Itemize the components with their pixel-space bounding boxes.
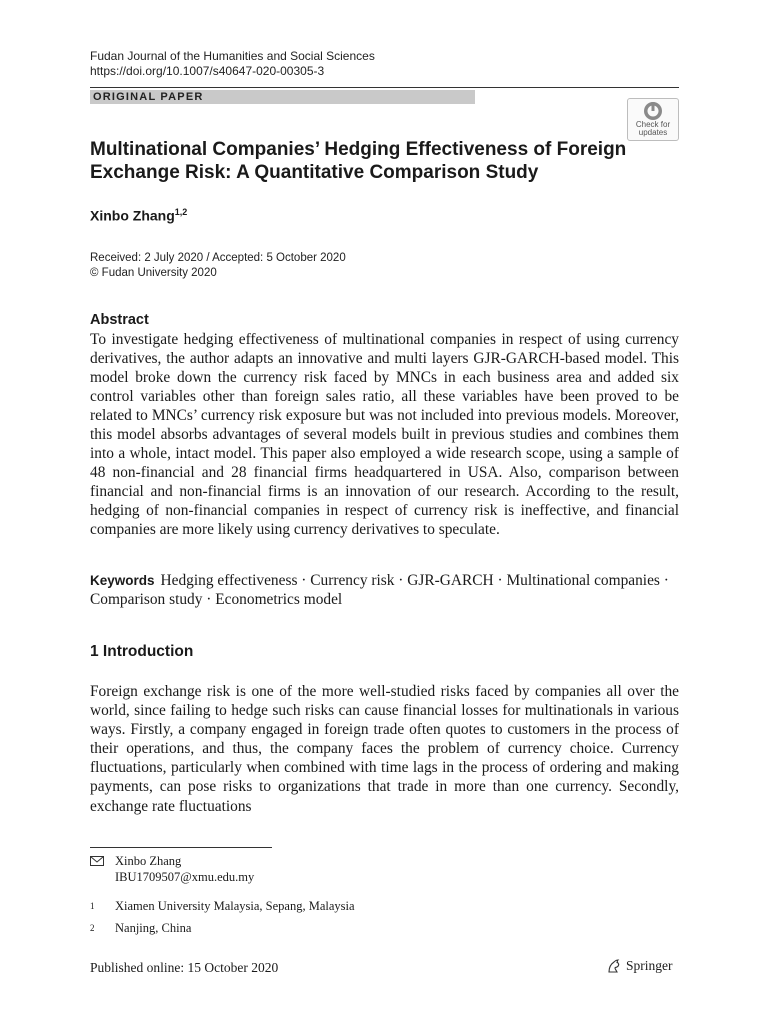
section-heading: 1 Introduction: [90, 643, 194, 660]
author-affil-marks: 1,2: [174, 207, 188, 217]
author-name: Xinbo Zhang: [90, 207, 175, 224]
paper-type-banner: ORIGINAL PAPER: [90, 90, 475, 104]
affiliation-2-text: Nanjing, China: [115, 921, 192, 935]
affiliation-2: [90, 920, 191, 936]
check-updates-line1: Check for: [635, 120, 671, 129]
title-line-1: Multinational Companies’ Hedging Effectiveness of Foreign: [90, 139, 627, 160]
title-line-2: Exchange Risk: A Quantitative Comparison Study: [90, 162, 539, 183]
keywords-text: Hedging effectiveness · Currency risk · GJR-GARCH · Multinational companies · Comparison study · Econometrics model: [90, 572, 669, 608]
introduction-text: Foreign exchange risk is one of the more well-studied risks faced by companies all over the world, since failing to hedge such risks can cause financial losses for multinationals in various ways. Firstly, a company engaged in foreign trade often quotes to customers in the process of their operations, and thus, the company faces the problem of currency choice. Currency fluctuations, particularly when combined with time lags in the process of ordering and making payments, can pose risks to organizations that trade in more than one currency. Secondly, exchange rate fluctuations: [90, 683, 679, 815]
keywords-label: Keywords: [90, 573, 155, 588]
dates-block: [90, 251, 346, 281]
publisher-logo: [606, 958, 673, 974]
abstract-text: To investigate hedging effectiveness of multinational companies in respect of using currency derivatives, the author adapts an innovative and multi layers GJR-GARCH-based model. This model broke down the currency risk faced by MNCs in each business area and added six control variables other than foreign sales ratio, all these variables have been proved to be related to MNCs’ currency risk exposure but was not included into previous models. Moreover, this model absorbs advantages of several models built in previous studies and combines them into a whole, intact model. This paper also employed a wide research scope, using a sample of 48 non-financial and 28 financial firms headquartered in USA. Also, comparison between financial and non-financial firms is an innovation of our research. According to the result, hedging of non-financial companies in respect of currency risk is ineffective, and financial companies are more likely using currency derivatives to speculate.: [90, 331, 679, 538]
abstract-heading: Abstract: [90, 312, 149, 328]
envelope-icon: [90, 856, 104, 866]
affiliation-1: [90, 898, 355, 914]
author-email[interactable]: IBU1709507@xmu.edu.my: [115, 870, 255, 884]
check-updates-icon: [643, 101, 663, 121]
corresponding-author: Xinbo Zhang: [115, 854, 182, 868]
publisher-name: Springer: [626, 958, 673, 973]
paper-title: [90, 138, 650, 184]
springer-horse-icon: [606, 958, 622, 974]
check-updates-line2: updates: [638, 128, 668, 137]
footnote-rule: [90, 847, 272, 848]
check-for-updates-badge[interactable]: [627, 98, 679, 141]
journal-header: [90, 49, 375, 79]
affiliation-2-number: 2: [90, 923, 95, 933]
affiliation-1-number: 1: [90, 901, 95, 911]
author-line: [90, 207, 187, 224]
affiliation-1-text: Xiamen University Malaysia, Sepang, Malaysia: [115, 899, 355, 913]
keywords-block: [90, 571, 679, 609]
received-accepted: Received: 2 July 2020 / Accepted: 5 October 2020: [90, 252, 346, 264]
copyright: © Fudan University 2020: [90, 267, 217, 279]
correspondence: [115, 853, 254, 885]
header-rule: [90, 87, 679, 88]
published-online: Published online: 15 October 2020: [90, 960, 279, 975]
doi-link[interactable]: https://doi.org/10.1007/s40647-020-00305-3: [90, 64, 325, 78]
journal-name: Fudan Journal of the Humanities and Social Sciences: [90, 49, 375, 63]
